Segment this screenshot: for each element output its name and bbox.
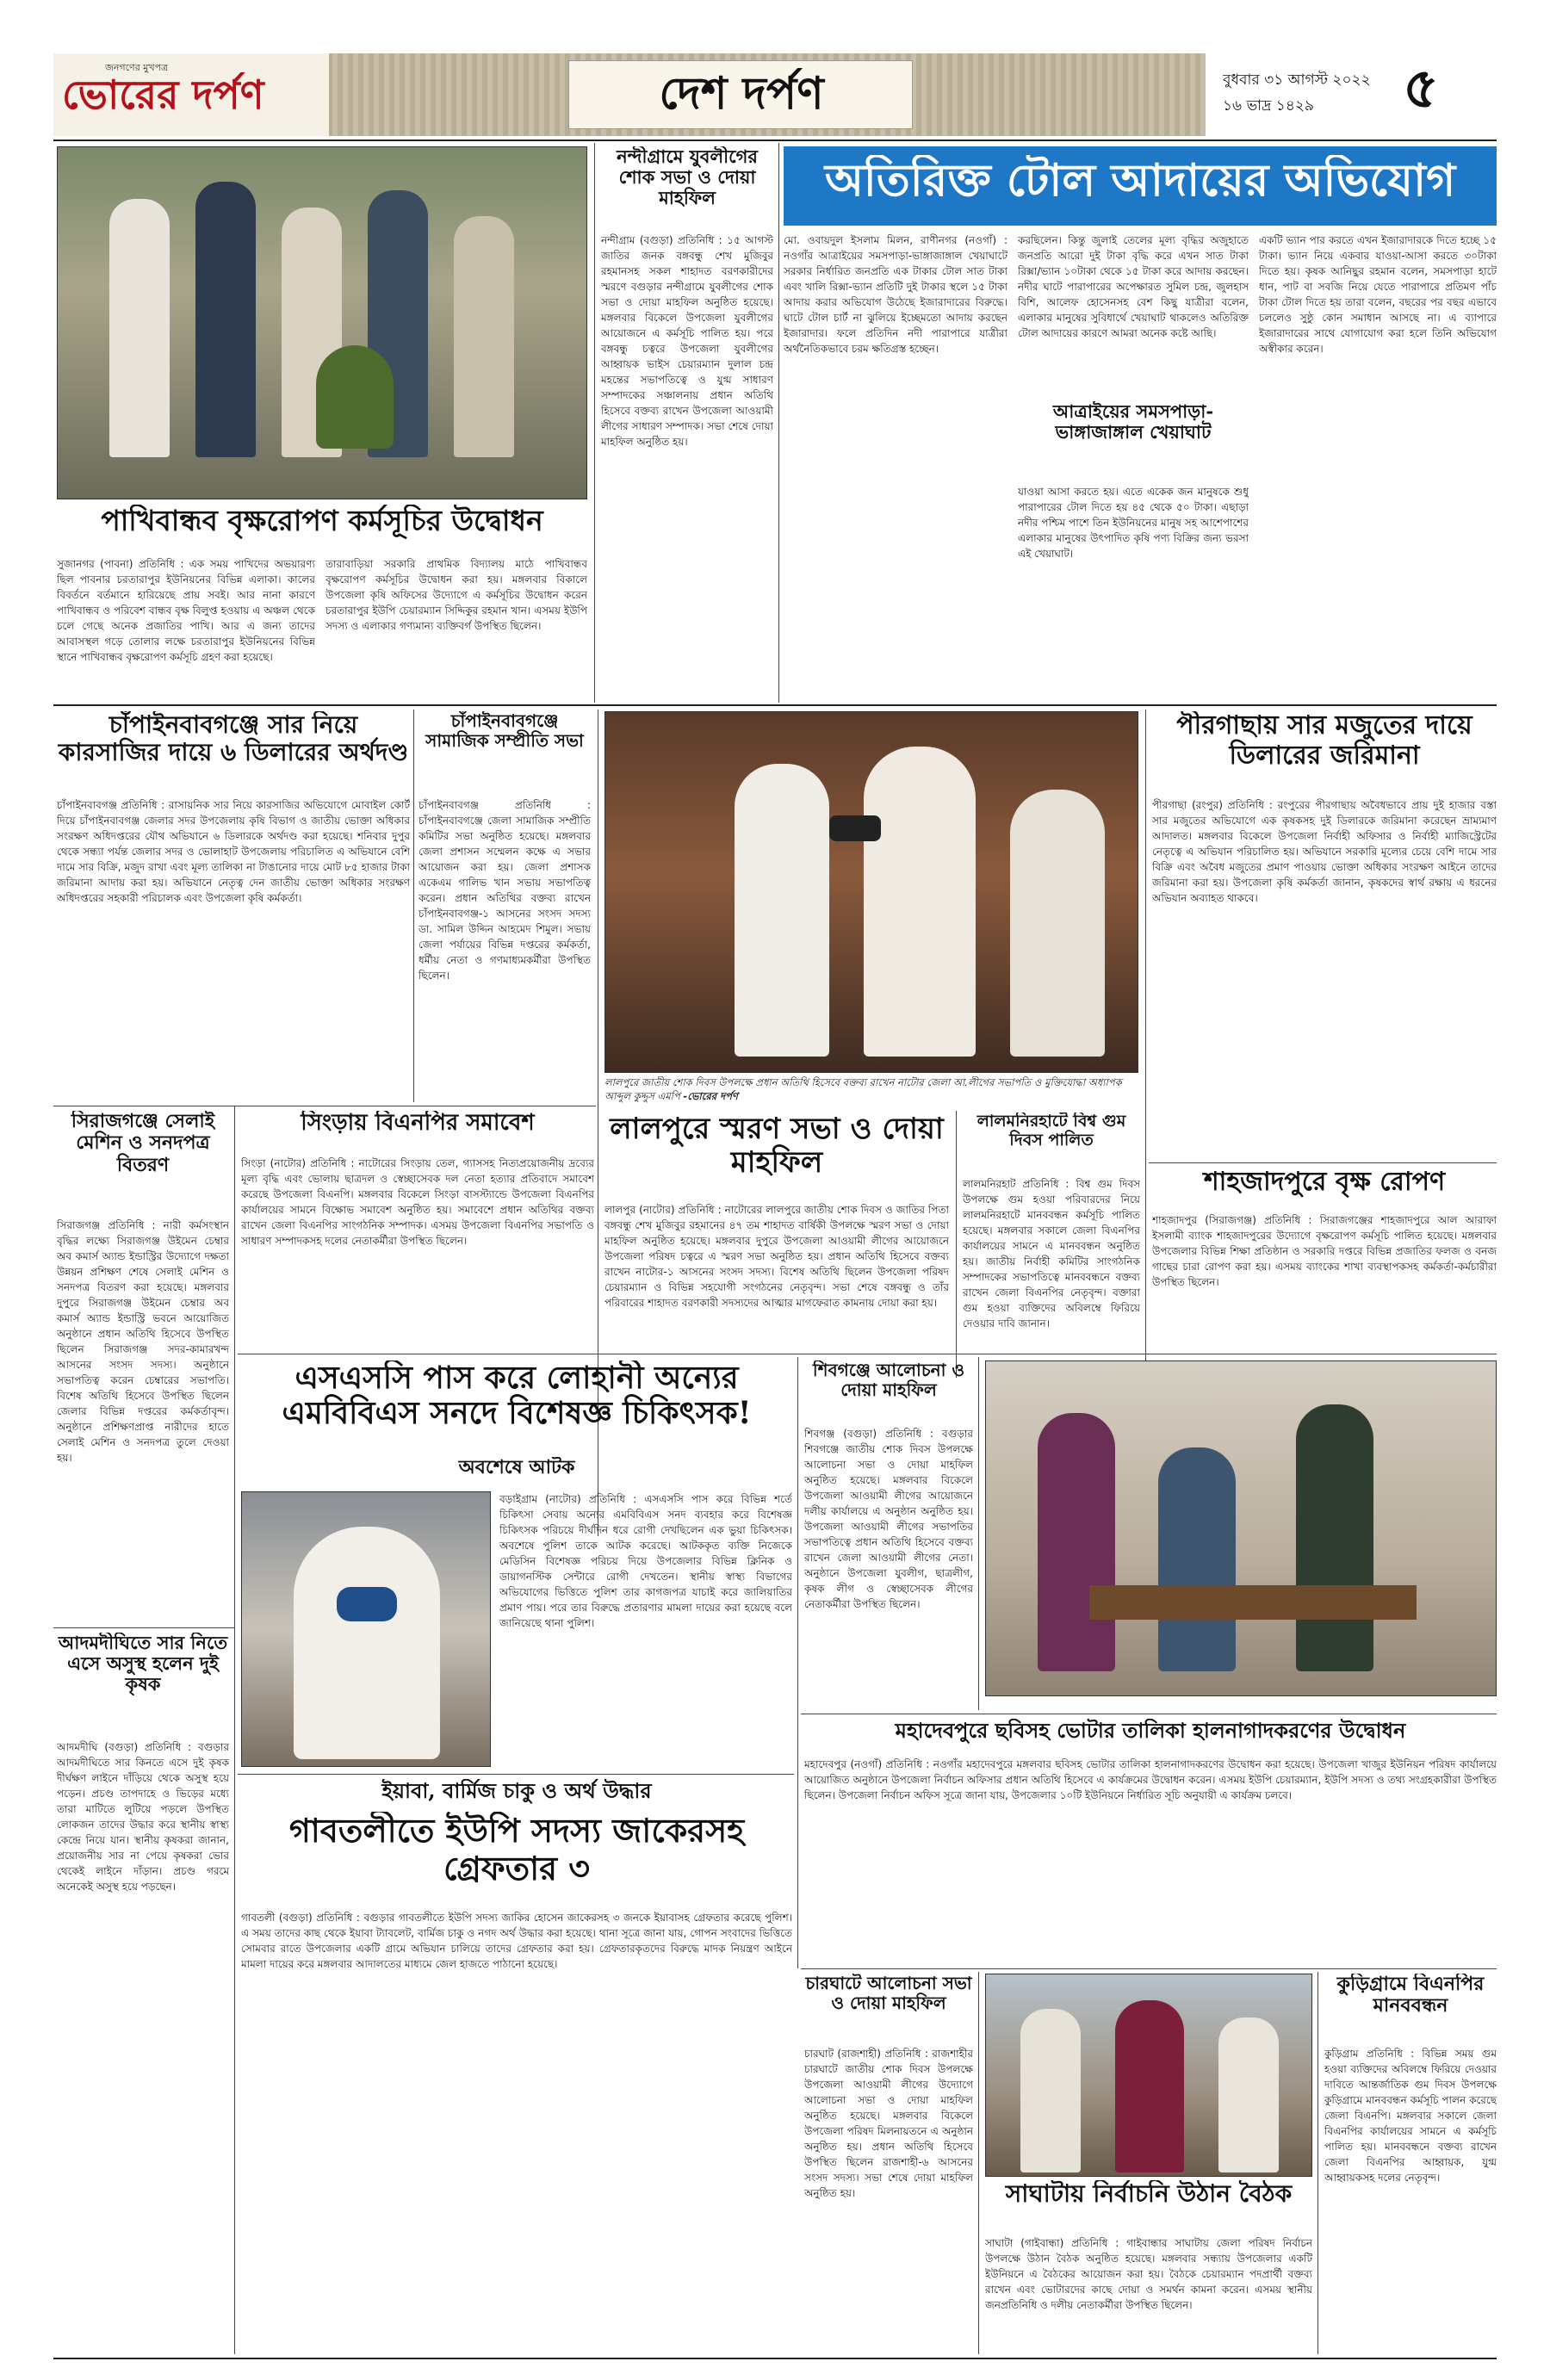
section-rule <box>53 704 1497 706</box>
section-rule <box>801 1968 1497 1969</box>
photo-figure <box>1218 2017 1279 2172</box>
headline-shahjadpur: শাহজাদপুরে বৃক্ষ রোপণ <box>1203 1168 1446 1197</box>
headline-pirgachha: পীরগাছায় সার মজুতের দায়ে ডিলারের জরিমানা <box>1176 711 1472 771</box>
photo-figure <box>109 199 170 457</box>
saghata-meeting-photo <box>985 1974 1312 2177</box>
body-chapai-dealer: চাঁপাইনবাবগঞ্জ প্রতিনিধি : রাসায়নিক সার নিয়ে কারসাজির অভিযোগে মোবাইল কোর্ট দিয়ে চাঁপাইনবাবগঞ্জ জেলার সদর উপজেলায় কৃষি বিভাগ ও জাতীয় ভোক্তা অধিকার সংরক্ষণ অধিদপ্তরের যৌথ অভিযানে ৬ ডিলারকে অর্থদণ্ড করা হয়েছে। শনিবার দুপুর থেকে সন্ধ্যা পর্যন্ত জেলার সদর ও ভোলাহাট উপজেলায় পরিচালিত এ অভিযানে বেশি দামে সার বিক্রি, মজুদ রাখা এবং মূল্য তালিকা না টাঙানোর দায়ে মোট ৮৫ হাজার টাকা জরিমানা আদায় করা হয়। অভিযানে নেতৃত্ব দেন জাতীয় ভোক্তা অধিকার সংরক্ষণ অধিদপ্তরের সহকারী পরিচালক এবং উপজেলা কৃষি কর্মকর্তা। <box>57 799 410 904</box>
headline-adamdighi: আদমদীঘিতে সার নিতে এসে অসুস্থ হলেন দুই কৃষক <box>58 1633 228 1695</box>
masthead-date-english: বুধবার ৩১ আগস্ট ২০২২ <box>1223 71 1371 89</box>
body-kurigram: কুড়িগ্রাম প্রতিনিধি : বিভিন্ন সময় গুম হওয়া ব্যক্তিদের অবিলম্বে ফিরিয়ে দেওয়ার দাবিতে আন্তর্জাতিক গুম দিবস উপলক্ষে কুড়িগ্রামে মানববন্ধন কর্মসূচি পালন করেছে জেলা বিএনপি। মঙ্গলবার সকালে জেলা বিএনপির কার্যালয়ের সামনে এ কর্মসূচি পালিত হয়। মানববন্ধনে বক্তব্য রাখেন জেলা বিএনপির আহ্বায়ক, যুগ্ম আহ্বায়কসহ দলের নেতৃবৃন্দ। <box>1324 2048 1497 2184</box>
section-rule <box>238 1774 794 1775</box>
body-shibganj: শিবগঞ্জ (বগুড়া) প্রতিনিধি : বগুড়ার শিবগঞ্জে জাতীয় শোক দিবস উপলক্ষে আলোচনা সভা ও দোয়া মাহফিল অনুষ্ঠিত হয়েছে। মঙ্গলবার বিকেলে উপজেলা আওয়ামী লীগের আয়োজনে দলীয় কার্যালয়ে এ অনুষ্ঠান অনুষ্ঠিত হয়। উপজেলা আওয়ামী লীগের সভাপতির সভাপতিত্বে প্রধান অতিথি হিসেবে বক্তব্য রাখেন জেলা আওয়ামী লীগের নেতা। অনুষ্ঠানে উপজেলা যুবলীগ, ছাত্রলীগ, কৃষক লীগ ও স্বেচ্ছাসেবক লীগের নেতাকর্মীরা উপস্থিত ছিলেন। <box>804 1428 973 1610</box>
body-nandigram: নন্দীগ্রাম (বগুড়া) প্রতিনিধি : ১৫ আগস্ট জাতির জনক বঙ্গবন্ধু শেখ মুজিবুর রহমানসহ সকল শাহাদত বরণকারীদের স্মরণে বগুড়ার নন্দীগ্রামে যুবলীগের শোক সভা ও দোয়া মাহফিল অনুষ্ঠিত হয়েছে। মঙ্গলবার বিকেলে উপজেলা যুবলীগের আয়োজনে এ কর্মসূচি পালিত হয়। পরে বঙ্গবন্ধু চত্বরে উপজেলা যুবলীগের আহ্বায়ক ভাইস চেয়ারম্যান দুলাল চন্দ্র মহন্তের সভাপতিত্বে ও যুগ্ম সাধারণ সম্পাদকের সঞ্চালনায় প্রধান অতিথি হিসেবে বক্তব্য রাখেন উপজেলা আওয়ামী লীগের সাধারণ সম্পাদক। সভা শেষে দোয়া মাহফিল অনুষ্ঠিত হয়। <box>601 234 773 448</box>
section-rule <box>1149 1162 1497 1163</box>
headline-saghata: সাঘাটায় নির্বাচনি উঠান বৈঠক <box>1005 2180 1293 2208</box>
headline-gabtali: গাবতলীতে ইউপি সদস্য জাকেরসহ গ্রেফতার ৩ <box>288 1812 745 1887</box>
caption-text: লালপুরে জাতীয় শোক দিবস উপলক্ষে প্রধান অতিথি হিসেবে বক্তব্য রাখেন নাটোর জেলা আ.লীগের সভাপতি ও মুক্তিযোদ্ধা অধ্যাপক আব্দুল কুদ্দুস এমপি <box>604 1076 1122 1102</box>
column-rule <box>778 143 779 703</box>
photo-figure <box>1158 1447 1236 1671</box>
lalpur-speech-photo <box>604 711 1138 1073</box>
body-sirajganj-sewing: সিরাজগঞ্জ প্রতিনিধি : নারী কর্মসংস্থান বৃদ্ধির লক্ষ্যে সিরাজগঞ্জ উইমেন চেম্বার অব কমার্স অ্যান্ড ইন্ডাস্ট্রির উদ্যোগে দক্ষতা উন্নয়ন প্রশিক্ষণ শেষে সেলাই মেশিন ও সনদপত্র বিতরণ করা হয়েছে। মঙ্গলবার দুপুরে সিরাজগঞ্জ উইমেন চেম্বার অব কমার্স অ্যান্ড ইন্ডাস্ট্রি ভবনে আয়োজিত অনুষ্ঠানে প্রধান অতিথি হিসেবে উপস্থিত ছিলেন সিরাজগঞ্জ সদর-কামারখন্দ আসনের সংসদ সদস্য। অনুষ্ঠানে সভাপতিত্ব করেন চেম্বারের সভাপতি। বিশেষ অতিথি হিসেবে উপস্থিত ছিলেন জেলার বিভিন্ন দপ্তরের কর্মকর্তাবৃন্দ। অনুষ্ঠানে প্রশিক্ষণপ্রাপ্ত নারীদের হাতে সেলাই মেশিন ও সনদপত্র তুলে দেওয়া হয়। <box>57 1219 229 1464</box>
headline-shibganj: শিবগঞ্জে আলোচনা ও দোয়া মাহফিল <box>812 1360 965 1400</box>
body-toll-col1: মো. ওবায়দুল ইসলাম মিলন, রাণীনগর (নওগাঁ) : নওগাঁর আত্রাইয়ের সমসপাড়া-ভাঙ্গাজাঙ্গাল খেয়াঘাটে সরকার নির্ধারিত জনপ্রতি এক টাকার টোল সাত টাকা এবং খালি রিক্সা-ভ্যান প্রতিটি দুই টাকার স্থলে ১৫ টাকা আদায় করার অভিযোগ উঠেছে ইজারাদারের বিরুদ্ধে। ঘাটে টোল চার্ট না ঝুলিয়ে ইচ্ছেমতো আদায় করছেন ইজারাদার। ফলে প্রতিদিন নদী পারাপারে যাত্রীরা অর্থনৈতিকভাবে চরম ক্ষতিগ্রস্ত হচ্ছেন। <box>784 234 1008 355</box>
column-rule <box>1145 710 1146 1381</box>
column-rule <box>797 1357 798 1968</box>
photo-figure <box>454 216 514 457</box>
photo-figure <box>1020 2009 1081 2172</box>
body-adamdighi: আদমদীঘি (বগুড়া) প্রতিনিধি : বগুড়ার আদমদীঘিতে সার কিনতে এসে দুই কৃষক দীর্ঘক্ষণ লাইনে দাঁড়িয়ে থেকে অসুস্থ হয়ে পড়েন। প্রচণ্ড তাপদাহে ও ভিড়ের মধ্যে তারা মাটিতে লুটিয়ে পড়লে উপস্থিত লোকজন তাদের উদ্ধার করে স্থানীয় স্বাস্থ্য কেন্দ্রে নিয়ে যান। স্থানীয় কৃষকরা জানান, প্রয়োজনীয় সার না পেয়ে কৃষকরা ভোর থেকেই লাইনে দাঁড়ান। প্রচণ্ড গরমে অনেকেই অসুস্থ হয়ে পড়ছেন। <box>57 1741 229 1893</box>
body-lalpur: লালপুর (নাটোর) প্রতিনিধি : নাটোরের লালপুরে জাতীয় শোক দিবস ও জাতির পিতা বঙ্গবন্ধু শেখ মুজিবুর রহমানের ৪৭ তম শাহাদত বার্ষিকী উপলক্ষে স্মরণ সভা ও দোয়া মাহফিল অনুষ্ঠিত হয়েছে। মঙ্গলবার দুপুরে উপজেলা আওয়ামী লীগের আয়োজনে উপজেলা পরিষদ চত্বরে এ স্মরণ সভা অনুষ্ঠিত হয়। প্রধান অতিথি হিসেবে বক্তব্য রাখেন নাটোর-১ আসনের সংসদ সদস্য। বিশেষ অতিথি ছিলেন উপজেলা পরিষদ চেয়ারম্যান ও বিভিন্ন সহযোগী সংগঠনের নেতৃবৃন্দ। সভা শেষে বঙ্গবন্ধু ও তাঁর পরিবারের শাহাদত বরণকারী সদস্যদের আত্মার মাগফেরাত কামনায় দোয়া করা হয়। <box>604 1204 949 1309</box>
column-rule <box>594 143 595 703</box>
column-rule <box>978 1972 979 2354</box>
subhead-ssc-doctor: অবশেষে আটক <box>458 1457 575 1478</box>
body-atraie-ferry: যাওয়া আসা করতে হয়। এতে একেক জন মানুষকে শুধু পারাপারের টোল দিতে হয় ৪৫ থেকে ৫০ টাকা। এছাড়া নদীর পশ্চিম পাশে তিন ইউনিয়নের মানুষ সহ আশেপাশের এলাকার মানুষের উৎপাদিত কৃষি পণ্য বিক্রির জন্য ভরসা এই খেয়াঘাট। <box>1018 486 1249 560</box>
tree-planting-photo <box>57 146 587 499</box>
headline-ssc-doctor: এসএসসি পাস করে লোহানী অন্যের এমবিবিএস সনদে বিশেষজ্ঞ চিকিৎসক! <box>282 1360 752 1432</box>
photo-figure <box>1296 1404 1373 1671</box>
body-singra: সিংড়া (নাটোর) প্রতিনিধি : নাটোরের সিংড়ায় তেল, গ্যাসসহ নিত্যপ্রয়োজনীয় দ্রব্যের মূল্য বৃদ্ধি এবং ভোলায় ছাত্রদল ও স্বেচ্ছাসেবক দল নেতা হত্যার প্রতিবাদে সমাবেশ করেছে উপজেলা বিএনপি। মঙ্গলবার বিকেলে সিংড়া বাসস্ট্যান্ডে উপজেলা বিএনপির কার্যালয়ের সামনে বিক্ষোভ সমাবেশ অনুষ্ঠিত হয়। সমাবেশে প্রধান অতিথির বক্তব্য রাখেন জেলা বিএনপির সাংগঠনিক সম্পাদক। এসময় উপজেলা বিএনপির সভাপতি ও সাধারণ সম্পাদকসহ দলের নেতাকর্মীরা উপস্থিত ছিলেন। <box>241 1157 594 1247</box>
column-rule <box>956 1111 957 1378</box>
caption-lalpur-photo <box>604 1076 1138 1107</box>
masthead-tagline: জনগণের মুখপত্র <box>105 62 169 73</box>
headline-chapai-dealer: চাঁপাইনবাবগঞ্জে সার নিয়ে কারসাজির দায়ে ৬ ডিলারের অর্থদণ্ড <box>58 711 409 767</box>
headline-charghat: চারঘাটে আলোচনা সভা ও দোয়া মাহফিল <box>805 1974 972 2013</box>
photo-face-mask <box>337 1587 397 1621</box>
headline-toll: অতিরিক্ত টোল আদায়ের অভিযোগ <box>824 155 1456 207</box>
headline-sirajganj-sewing: সিরাজগঞ্জে সেলাই মেশিন ও সনদপত্র বিতরণ <box>71 1111 215 1176</box>
body-chapai-social: চাঁপাইনবাবগঞ্জ প্রতিনিধি : চাঁপাইনবাবগঞ্জে জেলা সামাজিক সম্প্রীতি কমিটির সভা অনুষ্ঠিত হয়েছে। মঙ্গলবার জেলা প্রশাসন সম্মেলন কক্ষে এ সভার আয়োজন করা হয়। জেলা প্রশাসক একেএম গালিভ খান সভায় সভাপতিত্ব করেন। প্রধান অতিথির বক্তব্য রাখেন চাঁপাইনবাবগঞ্জ-১ আসনের সংসদ সদস্য ডা. সামিল উদ্দিন আহমেদ শিমুল। সভায় জেলা পর্যায়ের বিভিন্ন দপ্তরের কর্মকর্তা, ধর্মীয় নেতা ও গণমাধ্যমকর্মীরা উপস্থিত ছিলেন। <box>418 799 591 982</box>
masthead-page-number: ৫ <box>1403 57 1439 121</box>
headline-nandigram: নন্দীগ্রামে যুবলীগের শোক সভা ও দোয়া মাহফিল <box>617 146 758 209</box>
headline-singra: সিংড়ায় বিএনপির সমাবেশ <box>301 1111 535 1136</box>
photo-table <box>1089 1585 1417 1620</box>
headline-pakhibandhob: পাখিবান্ধব বৃক্ষরোপণ কর্মসূচির উদ্বোধন <box>101 505 543 537</box>
body-pakhibandhob-col1: সুজানগর (পাবনা) প্রতিনিধি : এক সময় পাখিদের অভয়ারণ্য ছিল পাবনার চরতারাপুর ইউনিয়নের বিভিন্ন এলাকা। কালের বিবর্তনে বর্তমানে হারিয়েছে প্রায় সবই। আর নানা কারণে পাখিবান্ধব ও পরিবেশ বান্ধব বৃক্ষ বিলুপ্ত হওয়ায় এ অঞ্চল থেকে চলে গেছে অনেক প্রজাতির পাখি। আর এ জন্য তাদের আবাসস্থল গড়ে তোলার লক্ষে চরতারাপুর ইউনিয়নের বিভিন্ন স্থানে পাখিবান্ধব বৃক্ষরোপণ কর্মসূচি গ্রহণ করা হয়েছে। <box>57 558 315 663</box>
headline-kurigram: কুড়িগ্রামে বিএনপির মানববন্ধন <box>1336 1974 1485 2017</box>
body-pirgachha: পীরগাছা (রংপুর) প্রতিনিধি : রংপুরের পীরগাছায় অবৈধভাবে প্রায় দুই হাজার বস্তা সার মজুতের অভিযোগে এক কৃষকসহ দুই ডিলারকে জরিমানা করেছেন ভ্রাম্যমাণ আদালত। মঙ্গলবার বিকেলে উপজেলা নির্বাহী অফিসার ও নির্বাহী ম্যাজিস্ট্রেটের নেতৃত্বে এ অভিযান পরিচালিত হয়। অভিযানে সরকারি মূল্যের চেয়ে বেশি দামে সার বিক্রি এবং অবৈধ মজুতের প্রমাণ পাওয়ায় ভোক্তা অধিকার সংরক্ষণ আইনে তাদের জরিমানা করা হয়। উপজেলা কৃষি কর্মকর্তা জানান, কৃষকদের স্বার্থ রক্ষায় এ ধরনের অভিযান অব্যাহত থাকবে। <box>1152 799 1497 904</box>
photo-figure <box>1038 1413 1115 1671</box>
column-rule <box>413 710 414 1102</box>
photo-figure <box>864 747 976 1057</box>
body-lalmonirhat: লালমনিরহাট প্রতিনিধি : বিশ্ব গুম দিবস উপলক্ষে গুম হওয়া পরিবারদের নিয়ে লালমনিরহাটে মানববন্ধন কর্মসূচি পালিত হয়েছে। মঙ্গলবার সকালে জেলা বিএনপির কার্যালয়ের সামনে এ মানববন্ধন অনুষ্ঠিত হয়। জাতীয় নির্বাহী কমিটির সাংগঠনিক সম্পাদকের সভাপতিত্বে মানববন্ধনে বক্তব্য রাখেন জেলা বিএনপির নেতৃবৃন্দ। বক্তারা গুম হওয়া ব্যক্তিদের অবিলম্বে ফিরিয়ে দেওয়ার দাবি জানান। <box>963 1178 1140 1329</box>
masthead-rule <box>53 139 1497 141</box>
body-shahjadpur: শাহজাদপুর (সিরাজগঞ্জ) প্রতিনিধি : সিরাজগঞ্জের শাহজাদপুরে আল আরাফা ইসলামী ব্যাংক শাহজাদপুরের উদ্যোগে বৃক্ষরোপণ কর্মসূচি পালিত হয়েছে। মঙ্গলবার উপজেলার বিভিন্ন শিক্ষা প্রতিষ্ঠান ও সরকারি দপ্তরে বিভিন্ন প্রজাতির ফলজ ও বনজ গাছের চারা রোপণ করা হয়। এসময় ব্যাংকের শাখা ব্যবস্থাপকসহ কর্মকর্তা-কর্মচারীরা উপস্থিত ছিলেন। <box>1152 1214 1497 1288</box>
arrested-doctor-photo <box>241 1491 491 1767</box>
voter-registration-photo <box>985 1360 1497 1696</box>
caption-credit: -ভোরের দর্পণ <box>683 1089 738 1102</box>
section-rule <box>53 1627 234 1628</box>
masthead-logo-box <box>53 53 329 136</box>
body-charghat: চারঘাট (রাজশাহী) প্রতিনিধি : রাজশাহীর চারঘাটে জাতীয় শোক দিবস উপলক্ষে উপজেলা আওয়ামী লীগের উদ্যোগে আলোচনা সভা ও দোয়া মাহফিল অনুষ্ঠিত হয়েছে। মঙ্গলবার বিকেলে উপজেলা পরিষদ মিলনায়তনে এ অনুষ্ঠান অনুষ্ঠিত হয়। প্রধান অতিথি হিসেবে উপস্থিত ছিলেন রাজশাহী-৬ আসনের সংসদ সদস্য। সভা শেষে দোয়া মাহফিল অনুষ্ঠিত হয়। <box>804 2048 973 2199</box>
body-saghata: সাঘাটা (গাইবান্ধা) প্রতিনিধি : গাইবান্ধার সাঘাটায় জেলা পরিষদ নির্বাচন উপলক্ষে উঠান বৈঠক অনুষ্ঠিত হয়েছে। মঙ্গলবার সন্ধ্যায় উপজেলার একটি ইউনিয়নে এ বৈঠকের আয়োজন করা হয়। বৈঠকে চেয়ারম্যান পদপ্রার্থী বক্তব্য রাখেন এবং ভোটারদের কাছে দোয়া ও সমর্থন কামনা করেন। এসময় স্থানীয় জনপ্রতিনিধি ও দলীয় নেতাকর্মীরা উপস্থিত ছিলেন। <box>985 2237 1312 2311</box>
toll-headline-box <box>784 146 1497 226</box>
body-gabtali: গাবতলী (বগুড়া) প্রতিনিধি : বগুড়ার গাবতলীতে ইউপি সদস্য জাকির হোসেন জাকেরসহ ৩ জনকে ইয়াবাসহ গ্রেফতার করেছে পুলিশ। এ সময় তাদের কাছ থেকে ইয়াবা ট্যাবলেট, বার্মিজ চাকু ও নগদ অর্থ উদ্ধার করা হয়েছে। থানা সূত্রে জানা যায়, গোপন সংবাদের ভিত্তিতে সোমবার রাতে উপজেলার একটি গ্রামে অভিযান চালিয়ে তাদের গ্রেফতার করা হয়। গ্রেফতারকৃতদের বিরুদ্ধে মাদক নিয়ন্ত্রণ আইনে মামলা দায়ের করে মঙ্গলবার আদালতের মাধ্যমে জেল হাজতে পাঠানো হয়েছে। <box>241 1912 792 1970</box>
masthead-section-box <box>568 60 913 129</box>
photo-microphone <box>829 815 881 841</box>
headline-chapai-social: চাঁপাইনবাবগঞ্জে সামাজিক সম্প্রীতি সভা <box>425 711 584 751</box>
headline-lalpur: লালপুরে স্মরণ সভা ও দোয়া মাহফিল <box>610 1113 944 1181</box>
photo-figure <box>1115 2000 1184 2172</box>
page-bottom-rule <box>53 2358 1497 2359</box>
photo-sapling <box>316 345 394 449</box>
photo-figure <box>294 1527 440 1759</box>
headline-atraie-ferry: আত্রাইয়ের সমসপাড়া-ভাঙ্গাজাঙ্গাল খেয়াঘাট <box>1052 401 1214 443</box>
body-ssc-doctor: বড়াইগ্রাম (নাটোর) প্রতিনিধি : এসএসসি পাস করে বিভিন্ন শর্তে চিকিৎসা সেবায় অন্যের এমবিবিএস সনদ ব্যবহার করে বিশেষজ্ঞ চিকিৎসক পরিচয়ে দীর্ঘদিন ধরে রোগী দেখছিলেন এক ভুয়া চিকিৎসক। অবশেষে পুলিশ তাকে আটক করেছে। আটককৃত ব্যক্তি নিজেকে মেডিসিন বিশেষজ্ঞ পরিচয় দিয়ে উপজেলার বিভিন্ন ক্লিনিক ও ডায়াগনস্টিক সেন্টারে রোগী দেখতেন। স্থানীয় স্বাস্থ্য বিভাগের অভিযোগের ভিত্তিতে পুলিশ তার কাগজপত্র যাচাই করে জালিয়াতির প্রমাণ পায়। পরে তার বিরুদ্ধে প্রতারণার মামলা দায়ের করা হয়েছে বলে জানিয়েছে থানা পুলিশ। <box>499 1493 792 1629</box>
column-rule <box>978 1357 979 1710</box>
headline-lalmonirhat: লালমনিরহাটে বিশ্ব গুম দিবস পালিত <box>976 1113 1126 1150</box>
photo-figure <box>735 764 829 1057</box>
masthead-date-bangla: ১৬ ভাদ্র ১৪২৯ <box>1223 97 1314 115</box>
photo-figure <box>195 182 256 457</box>
masthead-section-title: দেশ দর্পণ <box>659 68 824 120</box>
masthead-paper-name: ভোরের দর্পণ <box>62 72 264 118</box>
body-toll-col2: করছিলেন। কিন্তু জুলাই তেলের মূল্য বৃদ্ধির অজুহাতে জনপ্রতি আরো দুই টাকা বৃদ্ধি করে এখন সাত টাকা রিক্সা/ভ্যান ১০টাকা থেকে ১৫ টাকা করে আদায় করছেন। নদীর ঘাটে পারাপারের অপেক্ষারত সুমিল চন্দ্র, জুলহাস বিশি, আলেফ হোসেনসহ বেশ কিছু যাত্রীরা বলেন, এলাকার মানুষের সুবিধার্থে খেয়াঘাট থাকলেও অতিরিক্ত টোল আদায়ের কারণে আমরা অনেক কষ্টে আছি। <box>1018 234 1249 339</box>
body-toll-col3: একটি ভ্যান পার করতে এখন ইজারাদারকে দিতে হচ্ছে ১৫ টাকা। ভ্যান নিয়ে একবার যাওয়া-আসা করতে ৩০টাকা দিতে হয়। কৃষক আনিছুর রহমান বলেন, সমসপাড়া হাটে ধান, পাট বা সবজি নিয়ে যেতে পারাপারে প্রতিমণ পাঁচ টাকা টোল দিতে হয় তারা বলেন, বছরের পর বছর এভাবে চললেও সুষ্ঠু কোন সমাধান আসছে না। এ ব্যাপারে ইজারাদারের সাথে যোগাযোগ করা হলে তিনি অভিযোগ অস্বীকার করেন। <box>1259 234 1497 355</box>
body-mohadevpur: মহাদেবপুর (নওগাঁ) প্রতিনিধি : নওগাঁর মহাদেবপুরে মঙ্গলবার ছবিসহ ভোটার তালিকা হালনাগাদকরণের উদ্বোধন করা হয়েছে। উপজেলা খাজুর ইউনিয়ন পরিষদ কার্যালয়ে আয়োজিত অনুষ্ঠানে উপজেলা নির্বাচন অফিসার প্রধান অতিথি হিসেবে এ কার্যক্রমের উদ্বোধন করেন। এসময় ইউপি চেয়ারম্যান, ইউপি সদস্য ও তথ্য সংগ্রহকারীরা উপস্থিত ছিলেন। উপজেলা নির্বাচন অফিস সূত্রে জানা যায়, উপজেলার ১০টি ইউনিয়নে নির্ধারিত সূচি অনুযায়ী এ কার্যক্রম চলবে। <box>804 1758 1497 1801</box>
photo-figure <box>1010 790 1105 1057</box>
headline-iyaba: ইয়াবা, বার্মিজ চাকু ও অর্থ উদ্ধার <box>381 1779 652 1803</box>
headline-mohadevpur: মহাদেবপুরে ছবিসহ ভোটার তালিকা হালনাগাদকরণের উদ্বোধন <box>895 1719 1406 1743</box>
body-pakhibandhob-col2: তারাবাড়িয়া সরকারি প্রাথমিক বিদ্যালয় মাঠে পাখিবান্ধব বৃক্ষরোপণ কর্মসূচির উদ্বোধন করা হয়। মঙ্গলবার বিকালে উপজেলা কৃষি অফিসের উদ্যোগে এ কর্মসূচির উদ্বোধন করেন চরতারাপুর ইউপি চেয়ারম্যান সিদ্দিকুর রহমান খান। এসময় ইউপি সদস্য ও এলাকার গণ্যমান্য ব্যক্তিবর্গ উপস্থিত ছিলেন। <box>326 558 587 632</box>
masthead-date-box <box>1206 53 1447 136</box>
column-rule <box>234 1106 235 2354</box>
